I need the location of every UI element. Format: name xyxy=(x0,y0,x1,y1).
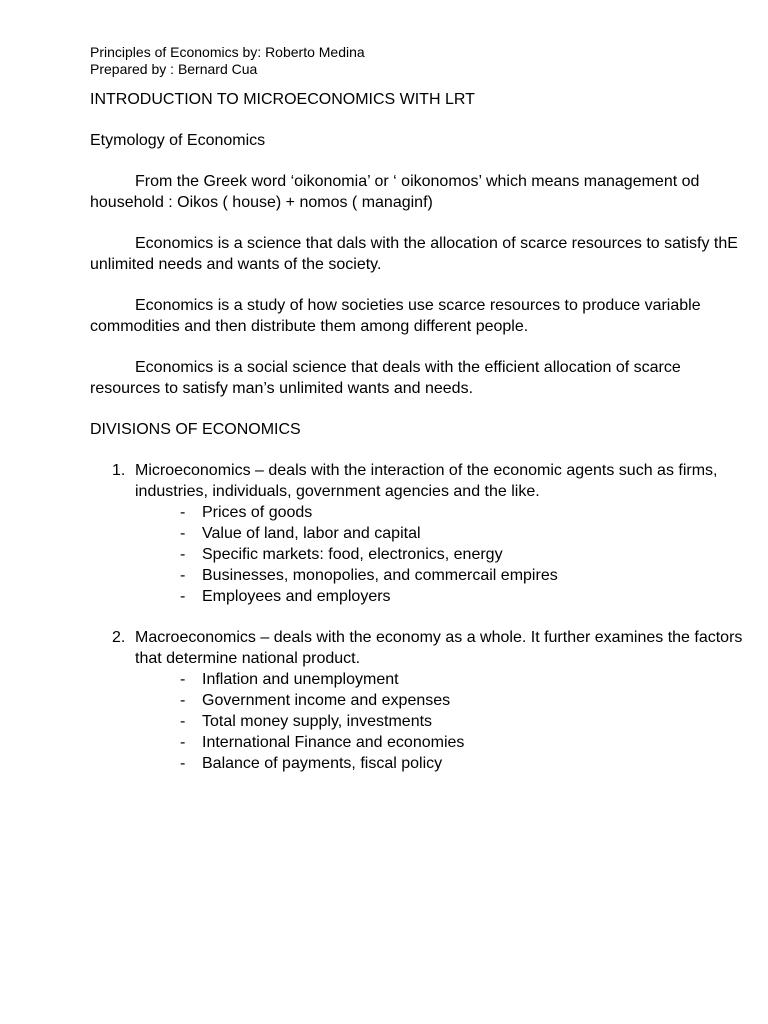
dash-marker: - xyxy=(180,671,186,688)
bullet-text: Specific markets: food, electronics, energy xyxy=(202,546,503,563)
definition-paragraph: Economics is a science that dals with the allocation of scarce resources to satisfy thE unlimited needs and wants of the society. xyxy=(90,235,738,273)
etymology-paragraph: From the Greek word ‘oikonomia’ or ‘ oikonomos’ which means management od household : Oikos ( house) + nomos ( managinf) xyxy=(90,173,700,211)
document-title: INTRODUCTION TO MICROECONOMICS WITH LRT xyxy=(90,91,475,108)
division-item-micro xyxy=(90,460,750,502)
bullet-text: Value of land, labor and capital xyxy=(202,525,421,542)
definition-paragraph: Economics is a social science that deals with the efficient allocation of scarce resources to satisfy man’s unlimited wants and needs. xyxy=(90,359,681,397)
bullet-item xyxy=(90,586,750,607)
dash-marker: - xyxy=(180,692,186,709)
division-item-macro xyxy=(90,627,750,669)
bullet-text: Total money supply, investments xyxy=(202,713,433,730)
bullet-text: Businesses, monopolies, and commercail empires xyxy=(202,567,558,584)
division-description: Macroeconomics – deals with the economy as a whole. It further examines the factors that determine national product. xyxy=(135,629,743,667)
dash-marker: - xyxy=(180,546,186,563)
bullet-item xyxy=(90,565,750,586)
dash-marker: - xyxy=(180,734,186,751)
divisions-list xyxy=(90,460,750,502)
bullet-text: International Finance and economies xyxy=(202,734,465,751)
header-prepared-line: Prepared by : Bernard Cua xyxy=(90,61,258,77)
divisions-heading: DIVISIONS OF ECONOMICS xyxy=(90,421,301,438)
etymology-heading: Etymology of Economics xyxy=(90,132,266,149)
bullet-text: Inflation and unemployment xyxy=(202,671,399,688)
header-author-line: Principles of Economics by: Roberto Medina xyxy=(90,44,365,60)
list-number: 1. xyxy=(112,462,126,479)
macro-bullets xyxy=(90,669,750,774)
bullet-item xyxy=(90,502,750,523)
division-description: Microeconomics – deals with the interaction of the economic agents such as firms, industries, individuals, government agencies and the like. xyxy=(135,462,718,500)
dash-marker: - xyxy=(180,567,186,584)
bullet-item xyxy=(90,732,750,753)
bullet-item xyxy=(90,544,750,565)
document-page xyxy=(90,44,750,774)
list-number: 2. xyxy=(112,629,126,646)
bullet-text: Employees and employers xyxy=(202,588,391,605)
dash-marker: - xyxy=(180,504,186,521)
dash-marker: - xyxy=(180,525,186,542)
bullet-item xyxy=(90,669,750,690)
bullet-text: Government income and expenses xyxy=(202,692,451,709)
bullet-text: Prices of goods xyxy=(202,504,313,521)
dash-marker: - xyxy=(180,588,186,605)
dash-marker: - xyxy=(180,713,186,730)
bullet-item xyxy=(90,690,750,711)
bullet-item xyxy=(90,523,750,544)
bullet-text: Balance of payments, fiscal policy xyxy=(202,755,443,772)
dash-marker: - xyxy=(180,755,186,772)
divisions-list-continued xyxy=(90,627,750,669)
definition-paragraph: Economics is a study of how societies use scarce resources to produce variable commodities and then distribute them among different people. xyxy=(90,297,701,335)
bullet-item xyxy=(90,711,750,732)
micro-bullets xyxy=(90,502,750,607)
bullet-item xyxy=(90,753,750,774)
